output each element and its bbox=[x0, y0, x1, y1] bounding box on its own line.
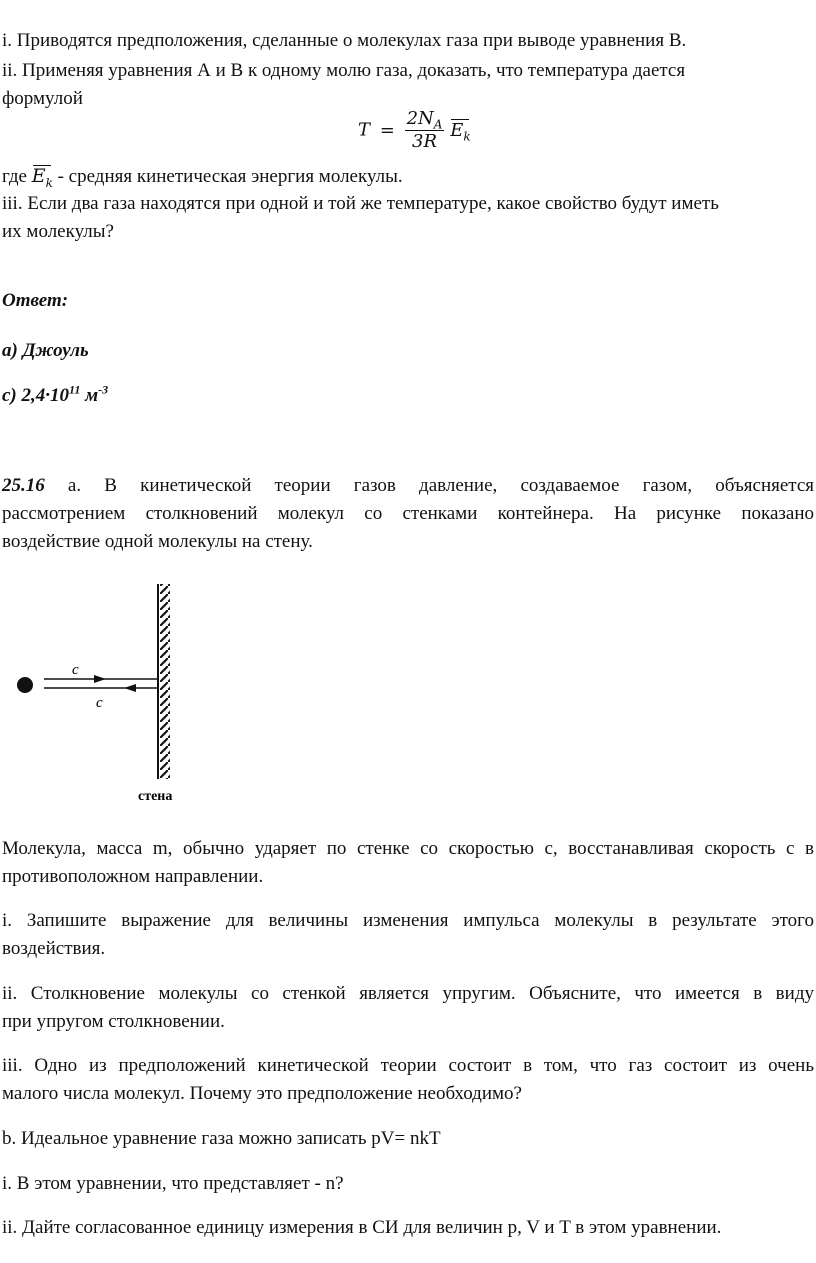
question-line: воздействия. bbox=[2, 938, 106, 959]
molecule-dot bbox=[17, 677, 33, 693]
molecule-wall-figure bbox=[8, 578, 208, 803]
formula-lhs: T bbox=[358, 119, 371, 141]
problem-paragraph-line bbox=[2, 472, 814, 499]
formula-equals: = bbox=[379, 119, 395, 141]
question-line: i. В этом уравнении, что представляет - n? bbox=[2, 1173, 344, 1194]
answer-c-unit: м bbox=[80, 385, 99, 406]
answer-heading: Ответ: bbox=[2, 290, 69, 311]
text-line: ii. Применяя уравнения А и В к одному молю газа, доказать, что температура дается bbox=[2, 60, 686, 81]
problem-text: а. В кинетической теории газов давление, создаваемое газом, объясняется bbox=[67, 475, 815, 496]
velocity-label-incoming: c bbox=[72, 662, 79, 678]
formula-mean-energy bbox=[450, 117, 470, 144]
answer-a: а) Джоуль bbox=[2, 340, 89, 361]
text-line-where bbox=[2, 163, 403, 190]
numerator-text: 2N bbox=[406, 108, 434, 129]
mean-energy-symbol bbox=[32, 163, 53, 190]
question-line: при упругом столкновении. bbox=[2, 1011, 225, 1032]
outgoing-arrow-icon bbox=[124, 684, 136, 692]
question-line: ii. Столкновение молекулы со стенкой является упругим. Объясните, что имеется в виду bbox=[2, 983, 814, 1004]
answer-c-exponent: 11 bbox=[69, 382, 81, 397]
energy-symbol: E bbox=[450, 119, 464, 141]
formula-numerator bbox=[405, 108, 445, 131]
energy-symbol: E bbox=[31, 165, 46, 187]
problem-paragraph-line: Молекула, масса m, обычно ударяет по стенке со скоростью с, восстанавливая скорость с в bbox=[2, 838, 814, 859]
problem-paragraph-line: рассмотрением столкновений молекул со стенками контейнера. На рисунке показано bbox=[2, 503, 814, 524]
velocity-label-outgoing: c bbox=[96, 695, 103, 711]
temperature-formula bbox=[358, 108, 471, 153]
text-line: их молекулы? bbox=[2, 221, 114, 242]
question-line: ii. Дайте согласованное единицу измерения в СИ для величин p, V и T в этом уравнении. bbox=[2, 1217, 722, 1238]
answer-c bbox=[2, 382, 108, 409]
energy-subscript: k bbox=[45, 175, 53, 190]
question-line: малого числа молекул. Почему это предположение необходимо? bbox=[2, 1083, 522, 1104]
formula-denominator: 3R bbox=[412, 131, 438, 152]
question-line: i. Запишите выражение для величины изменения импульса молекулы в результате этого bbox=[2, 910, 814, 931]
where-prefix: где bbox=[2, 166, 27, 187]
text-line: iii. Если два газа находятся при одной и той же температуре, какое свойство будут иметь bbox=[2, 193, 719, 214]
question-line: b. Идеальное уравнение газа можно записать pV= nkT bbox=[2, 1128, 441, 1149]
numerator-subscript: A bbox=[433, 117, 443, 132]
problem-paragraph-line: противоположном направлении. bbox=[2, 866, 264, 887]
text-line: формулой bbox=[2, 88, 83, 109]
problem-number: 25.16 bbox=[2, 475, 45, 496]
energy-subscript: k bbox=[463, 129, 471, 144]
wall-label: стена bbox=[138, 789, 173, 803]
answer-c-unit-exponent: -3 bbox=[98, 382, 109, 397]
problem-paragraph-line: воздействие одной молекулы на стену. bbox=[2, 531, 313, 552]
question-line: iii. Одно из предположений кинетической теории состоит в том, что газ состоит из очень bbox=[2, 1055, 814, 1076]
answer-c-value: с) 2,4·10 bbox=[2, 385, 70, 406]
wall-hatching bbox=[160, 584, 170, 779]
incoming-arrow-icon bbox=[94, 675, 106, 683]
formula-fraction bbox=[405, 108, 445, 153]
text-line: i. Приводятся предположения, сделанные о молекулах газа при выводе уравнения В. bbox=[2, 30, 687, 51]
where-text: - средняя кинетическая энергия молекулы. bbox=[52, 166, 403, 187]
